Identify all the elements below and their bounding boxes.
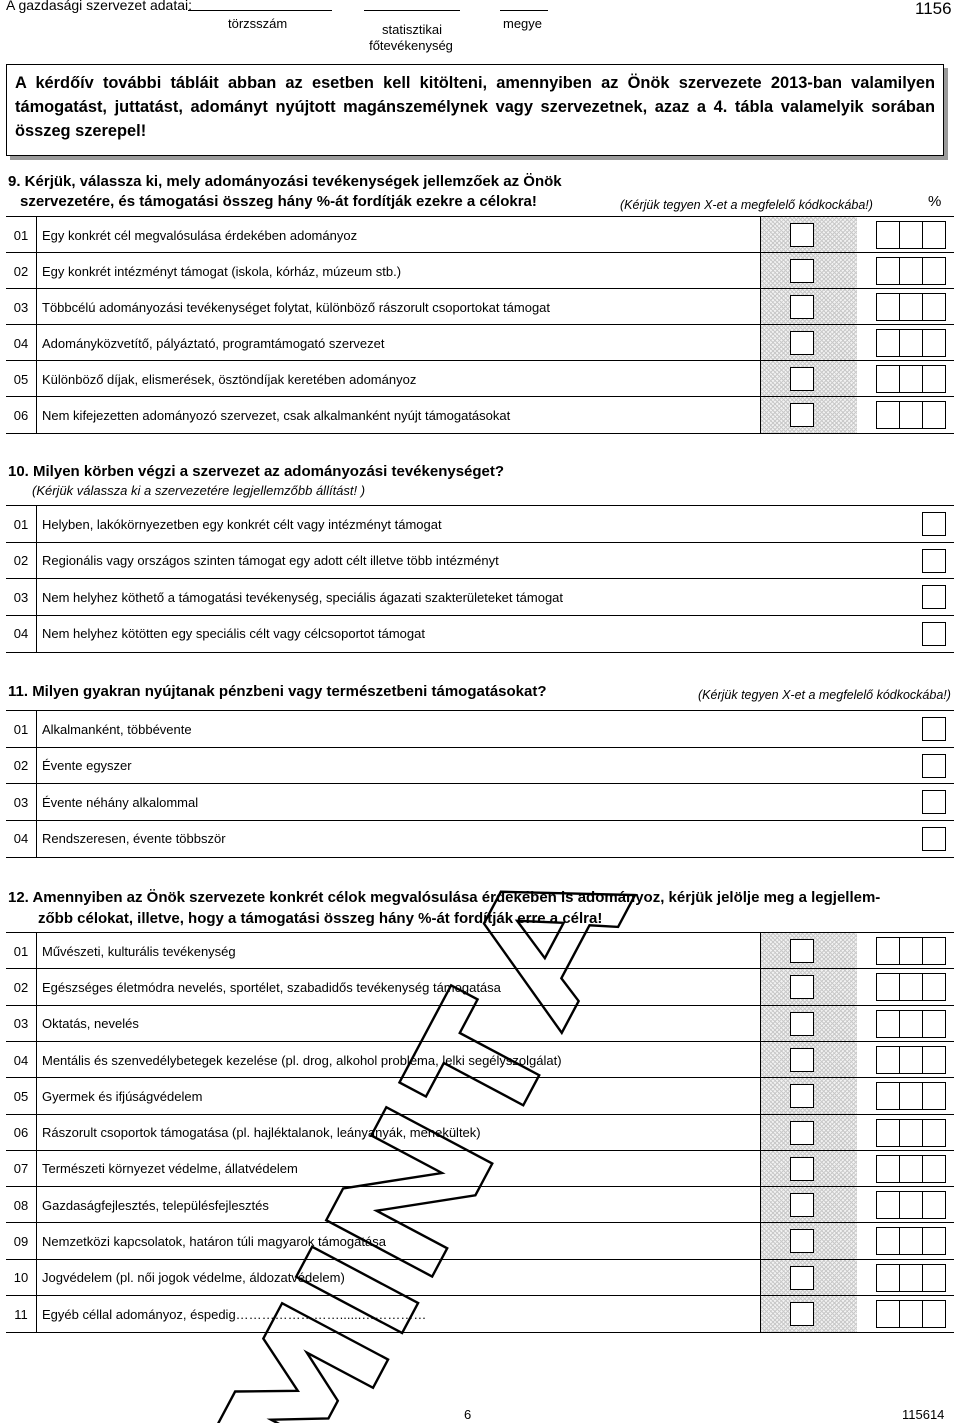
- row-code: 01: [6, 933, 37, 969]
- percent-digit-box[interactable]: [876, 365, 900, 393]
- row-code: 01: [6, 217, 37, 253]
- q11-note: (Kérjük tegyen X-et a megfelelő kódkockába!): [698, 688, 951, 702]
- percent-digit-box[interactable]: [900, 1191, 923, 1219]
- row-label: Nem helyhez köthető a támogatási tevékenység, speciális ágazati szakterületeket támogat: [42, 589, 564, 605]
- row-code: 05: [6, 1078, 37, 1114]
- percent-digit-box[interactable]: [923, 221, 946, 249]
- percent-digit-box[interactable]: [923, 1155, 946, 1183]
- percent-input[interactable]: [876, 1300, 946, 1326]
- row-code: 11: [6, 1296, 37, 1332]
- row-label: Rászorult csoportok támogatása (pl. hajléktalanok, leányanyák, menekültek): [42, 1125, 481, 1141]
- percent-digit-box[interactable]: [923, 293, 946, 321]
- row-label: Rendszeresen, évente többször: [42, 831, 226, 847]
- row-label: Regionális vagy országos szinten támogat egy adott célt illetve több intézményt: [42, 553, 499, 569]
- code-checkbox[interactable]: [922, 622, 946, 646]
- row-label: Többcélú adományozási tevékenységet folytat, különböző rászorult csoportokat támogat: [42, 299, 551, 315]
- row-code: 02: [6, 969, 37, 1005]
- percent-digit-box[interactable]: [876, 1191, 900, 1219]
- code-checkbox[interactable]: [790, 331, 814, 355]
- row-label: Évente néhány alkalommal: [42, 794, 199, 810]
- q10-row-01: [6, 505, 954, 543]
- row-label: Egy konkrét intézményt támogat (iskola, kórház, múzeum stb.): [42, 263, 402, 279]
- percent-input[interactable]: [876, 365, 946, 391]
- row-label: Alkalmanként, többévente: [42, 721, 192, 737]
- row-code: 06: [6, 1115, 37, 1151]
- q12-row-01: [6, 932, 954, 969]
- torzsszam-label: törzsszám: [228, 16, 288, 31]
- q12-row-06: [6, 1114, 954, 1151]
- q10-row-02: [6, 542, 954, 580]
- megye-field-line: [500, 10, 548, 11]
- percent-input[interactable]: [876, 1010, 946, 1036]
- q11-row-04: [6, 820, 954, 859]
- percent-digit-box[interactable]: [876, 293, 900, 321]
- row-code: 08: [6, 1187, 37, 1223]
- row-label: Oktatás, nevelés: [42, 1016, 139, 1032]
- q12-title-line1: 12. Amennyiben az Önök szervezete konkrét célok megvalósulása érdekében is adományoz, kérjük jelölje meg a legjellem-: [8, 889, 881, 906]
- code-checkbox[interactable]: [790, 1302, 814, 1326]
- page-form-code: 1156: [915, 0, 952, 18]
- percent-digit-box[interactable]: [876, 1264, 900, 1292]
- percent-input[interactable]: [876, 1046, 946, 1072]
- q11-row-01: [6, 710, 954, 748]
- row-code: 06: [6, 397, 37, 433]
- row-label: Művészeti, kulturális tevékenység: [42, 943, 236, 959]
- row-code: 02: [6, 253, 37, 289]
- row-code: 10: [6, 1260, 37, 1296]
- row-label: Helyben, lakókörnyezetben egy konkrét célt vagy intézményt támogat: [42, 516, 442, 532]
- org-data-label: A gazdasági szervezet adatai:: [6, 0, 193, 13]
- percent-digit-box[interactable]: [876, 1119, 900, 1147]
- q11-title: 11. Milyen gyakran nyújtanak pénzbeni vagy természetbeni támogatásokat?: [8, 683, 547, 700]
- percent-digit-box[interactable]: [900, 1119, 923, 1147]
- q12-row-05: [6, 1077, 954, 1114]
- code-checkbox[interactable]: [790, 1266, 814, 1290]
- percent-input[interactable]: [876, 1227, 946, 1253]
- row-code: 04: [6, 616, 37, 653]
- code-checkbox[interactable]: [790, 259, 814, 283]
- percent-digit-box[interactable]: [900, 1227, 923, 1255]
- fotevekenyseg-label: főtevékenység: [369, 38, 453, 53]
- row-code: 02: [6, 748, 37, 785]
- row-label: Egy konkrét cél megvalósulása érdekében adományoz: [42, 227, 358, 243]
- percent-digit-box[interactable]: [876, 1300, 900, 1328]
- percent-digit-box[interactable]: [876, 329, 900, 357]
- percent-digit-box[interactable]: [900, 293, 923, 321]
- q11-row-02: [6, 747, 954, 785]
- q9-title-line2: szervezetére, és támogatási összeg hány %-át fordítják ezekre a célokra!: [20, 193, 537, 210]
- code-checkbox[interactable]: [790, 939, 814, 963]
- percent-digit-box[interactable]: [900, 257, 923, 285]
- q9-title-line1: 9. Kérjük, válassza ki, mely adományozási tevékenységek jellemzőek az Önök: [8, 173, 562, 190]
- percent-digit-box[interactable]: [876, 401, 900, 429]
- percent-digit-box[interactable]: [876, 1046, 900, 1074]
- q12-row-09: [6, 1222, 954, 1259]
- percent-input[interactable]: [876, 401, 946, 427]
- torzsszam-field-line: [188, 10, 332, 11]
- percent-digit-box[interactable]: [900, 329, 923, 357]
- q12-title-line2: zőbb célokat, illetve, hogy a támogatási összeg hány %-át fordítják erre a célra!: [38, 910, 603, 927]
- row-code: 03: [6, 1006, 37, 1042]
- code-checkbox[interactable]: [790, 295, 814, 319]
- q12-row-07: [6, 1150, 954, 1187]
- q12-row-08: [6, 1186, 954, 1223]
- percent-digit-box[interactable]: [923, 1300, 946, 1328]
- row-label: Jogvédelem (pl. női jogok védelme, áldozatvédelem): [42, 1270, 345, 1286]
- percent-digit-box[interactable]: [923, 937, 946, 965]
- q9-percent-header: %: [928, 193, 942, 210]
- code-checkbox[interactable]: [790, 1012, 814, 1036]
- row-code: 04: [6, 821, 37, 858]
- percent-input[interactable]: [876, 329, 946, 355]
- code-checkbox[interactable]: [790, 1084, 814, 1108]
- percent-digit-box[interactable]: [900, 365, 923, 393]
- q9-row-02: [6, 252, 954, 289]
- percent-digit-box[interactable]: [923, 973, 946, 1001]
- percent-digit-box[interactable]: [876, 1010, 900, 1038]
- percent-input[interactable]: [876, 257, 946, 283]
- q12-row-02: [6, 968, 954, 1005]
- row-code: 03: [6, 784, 37, 821]
- code-checkbox[interactable]: [922, 512, 946, 536]
- q10-note: (Kérjük válassza ki a szervezetére legjellemzőbb állítást! ): [32, 483, 366, 498]
- q10-row-04: [6, 615, 954, 654]
- percent-digit-box[interactable]: [923, 1082, 946, 1110]
- q9-row-03: [6, 288, 954, 325]
- code-checkbox[interactable]: [790, 1121, 814, 1145]
- percent-digit-box[interactable]: [900, 1010, 923, 1038]
- code-checkbox[interactable]: [790, 1193, 814, 1217]
- code-checkbox[interactable]: [790, 223, 814, 247]
- percent-digit-box[interactable]: [876, 257, 900, 285]
- percent-input[interactable]: [876, 1082, 946, 1108]
- percent-digit-box[interactable]: [923, 329, 946, 357]
- percent-digit-box[interactable]: [900, 1082, 923, 1110]
- percent-digit-box[interactable]: [900, 1300, 923, 1328]
- percent-digit-box[interactable]: [923, 1191, 946, 1219]
- form-code: 115614: [902, 1407, 945, 1422]
- percent-digit-box[interactable]: [876, 937, 900, 965]
- percent-input[interactable]: [876, 221, 946, 247]
- percent-digit-box[interactable]: [900, 1264, 923, 1292]
- q9-row-01: [6, 216, 954, 253]
- percent-digit-box[interactable]: [923, 365, 946, 393]
- percent-digit-box[interactable]: [923, 1119, 946, 1147]
- q11-row-03: [6, 783, 954, 821]
- code-checkbox[interactable]: [922, 754, 946, 778]
- percent-input[interactable]: [876, 293, 946, 319]
- row-code: 03: [6, 289, 37, 325]
- percent-digit-box[interactable]: [923, 1264, 946, 1292]
- percent-digit-box[interactable]: [876, 1082, 900, 1110]
- code-checkbox[interactable]: [922, 827, 946, 851]
- code-checkbox[interactable]: [790, 403, 814, 427]
- percent-input[interactable]: [876, 973, 946, 999]
- q9-row-04: [6, 324, 954, 361]
- row-label: Adományközvetítő, pályáztató, programtámogató szervezet: [42, 335, 385, 351]
- code-checkbox[interactable]: [922, 585, 946, 609]
- percent-digit-box[interactable]: [900, 221, 923, 249]
- percent-input[interactable]: [876, 1119, 946, 1145]
- percent-digit-box[interactable]: [923, 257, 946, 285]
- fotevekenyseg-field-line: [364, 10, 460, 11]
- row-code: 01: [6, 506, 37, 543]
- code-checkbox[interactable]: [922, 549, 946, 573]
- q9-row-06: [6, 396, 954, 434]
- row-code: 05: [6, 361, 37, 397]
- row-label: Egészséges életmódra nevelés, sportélet, szabadidős tevékenység támogatása: [42, 979, 501, 995]
- code-checkbox[interactable]: [790, 1048, 814, 1072]
- q12-row-04: [6, 1041, 954, 1078]
- row-label: Nem helyhez kötötten egy speciális célt vagy célcsoportot támogat: [42, 626, 425, 642]
- instruction-banner: [6, 64, 944, 156]
- percent-input[interactable]: [876, 1155, 946, 1181]
- row-label: Nem kifejezetten adományozó szervezet, csak alkalmanként nyújt támogatásokat: [42, 407, 511, 423]
- percent-digit-box[interactable]: [876, 221, 900, 249]
- percent-input[interactable]: [876, 937, 946, 963]
- row-code: 01: [6, 711, 37, 748]
- percent-input[interactable]: [876, 1264, 946, 1290]
- percent-digit-box[interactable]: [923, 1046, 946, 1074]
- row-code: 07: [6, 1151, 37, 1187]
- row-code: 04: [6, 325, 37, 361]
- percent-input[interactable]: [876, 1191, 946, 1217]
- q9-note: (Kérjük tegyen X-et a megfelelő kódkockába!): [620, 198, 873, 212]
- row-code: 04: [6, 1042, 37, 1078]
- percent-digit-box[interactable]: [900, 401, 923, 429]
- q9-row-05: [6, 360, 954, 397]
- code-checkbox[interactable]: [790, 975, 814, 999]
- percent-digit-box[interactable]: [900, 937, 923, 965]
- banner-text: A kérdőív további tábláit abban az esetben kell kitölteni, amennyiben az Önök szervezete 2013-ban valamilyen támogatást, juttatást, adományt nyújtott magánszemélynek vagy szervezetnek, azaz a 4. tábla valamelyik sorában összeg szerepel!: [15, 74, 935, 140]
- row-label: Gyermek és ifjúságvédelem: [42, 1088, 203, 1104]
- q12-row-03: [6, 1005, 954, 1042]
- row-label: Gazdaságfejlesztés, településfejlesztés: [42, 1197, 269, 1213]
- row-label: Nemzetközi kapcsolatok, határon túli magyarok támogatása: [42, 1234, 386, 1250]
- code-checkbox[interactable]: [790, 367, 814, 391]
- code-checkbox[interactable]: [790, 1157, 814, 1181]
- percent-digit-box[interactable]: [876, 1155, 900, 1183]
- megye-label: megye: [503, 16, 543, 31]
- row-label: Különböző díjak, elismerések, ösztöndíjak keretében adományoz: [42, 371, 417, 387]
- row-label: Évente egyszer: [42, 758, 132, 774]
- percent-digit-box[interactable]: [876, 1227, 900, 1255]
- percent-digit-box[interactable]: [923, 401, 946, 429]
- row-label: Mentális és szenvedélybetegek kezelése (pl. drog, alkohol probléma, lelki segélyszolgálat): [42, 1052, 562, 1068]
- row-label: Természeti környezet védelme, állatvédelem: [42, 1161, 298, 1177]
- row-code: 03: [6, 579, 37, 616]
- code-checkbox[interactable]: [790, 1229, 814, 1253]
- percent-digit-box[interactable]: [923, 1227, 946, 1255]
- q10-row-03: [6, 578, 954, 616]
- code-checkbox[interactable]: [922, 717, 946, 741]
- row-label: Egyéb céllal adományoz, éspedig……………………......……………: [42, 1306, 427, 1322]
- q12-row-11: [6, 1295, 954, 1333]
- percent-digit-box[interactable]: [876, 973, 900, 1001]
- q10-title: 10. Milyen körben végzi a szervezet az adományozási tevékenységet?: [8, 463, 505, 480]
- code-checkbox[interactable]: [922, 790, 946, 814]
- percent-digit-box[interactable]: [900, 1046, 923, 1074]
- q12-row-10: [6, 1259, 954, 1296]
- page-number: 6: [464, 1407, 472, 1422]
- statisztikai-label: statisztikai: [382, 22, 442, 37]
- row-code: 09: [6, 1223, 37, 1259]
- percent-digit-box[interactable]: [923, 1010, 946, 1038]
- row-code: 02: [6, 543, 37, 580]
- percent-digit-box[interactable]: [900, 1155, 923, 1183]
- percent-digit-box[interactable]: [900, 973, 923, 1001]
